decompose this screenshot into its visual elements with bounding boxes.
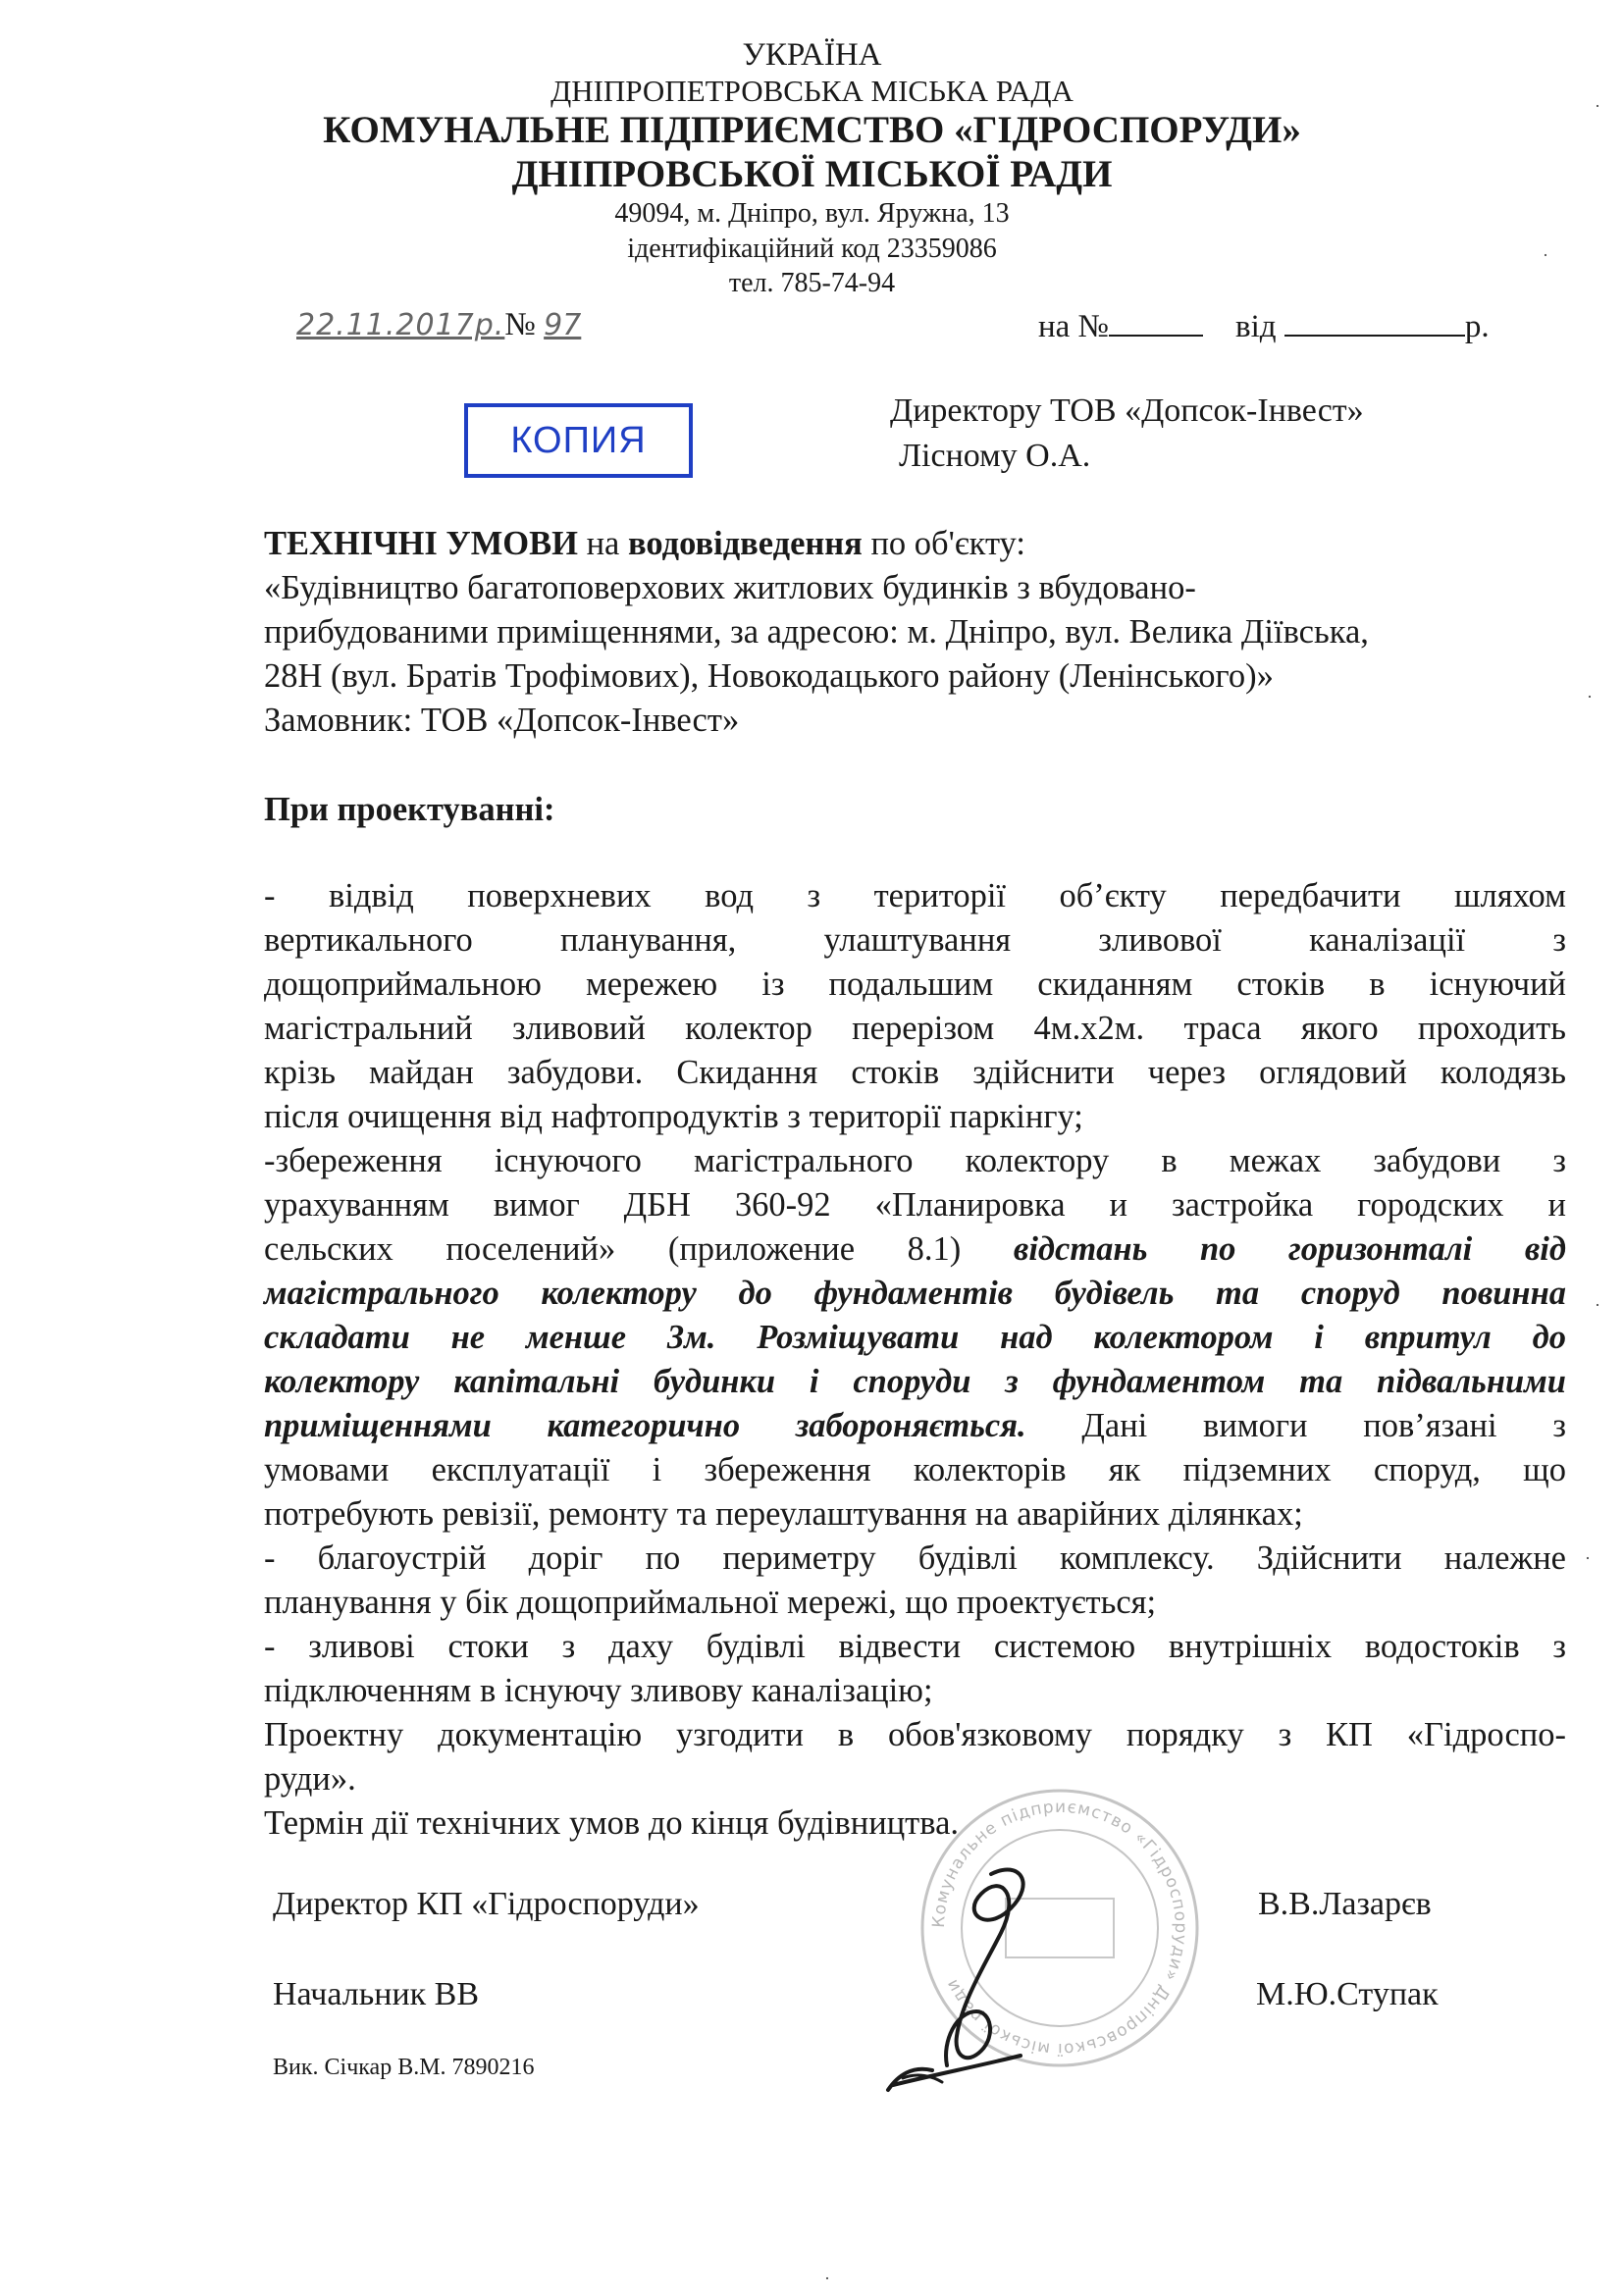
year-suffix: р.: [1464, 309, 1490, 344]
document-title-block: [264, 522, 1566, 743]
addressee-line1: Директору ТОВ «Допсок-Інвест»: [890, 392, 1364, 429]
title-object-label: по об'єкту:: [862, 525, 1025, 562]
body-line: -збереження існуючого магістрального колектору в межах забудови з: [264, 1142, 1566, 1179]
scan-mark: ·: [1585, 1548, 1591, 1568]
header-org-name-line1: КОМУНАЛЬНЕ ПІДПРИЄМСТВО «ГІДРОСПОРУДИ»: [323, 109, 1301, 151]
head-name: М.Ю.Ступак: [1256, 1976, 1439, 2012]
outgoing-number: 97: [544, 308, 582, 342]
body-line: потребують ревізії, ремонту та переулаштування на аварійних ділянках;: [264, 1495, 1303, 1533]
from-label: від: [1235, 309, 1277, 344]
body-line-emphasis: відстань по горизонталі від: [1013, 1230, 1567, 1268]
body-line: - благоустрій доріг по периметру будівлі комплексу. Здійснити належне: [264, 1539, 1566, 1577]
executor-line: Вик. Січкар В.М. 7890216: [273, 2055, 535, 2080]
body-line: - зливові стоки з даху будівлі відвести системою внутрішніх водостоків з: [264, 1628, 1566, 1665]
scan-mark: ·: [1543, 245, 1548, 265]
outgoing-reference: [296, 307, 581, 343]
header-country: УКРАЇНА: [742, 37, 882, 73]
body-line: урахуванням вимог ДБН 360-92 «Планировка и застройка городских и: [264, 1186, 1566, 1224]
scan-mark: ·: [1595, 1295, 1600, 1315]
signature-image: [873, 1854, 1089, 2100]
section-heading: При проектуванні:: [264, 791, 555, 828]
header-phone: тел. 785-74-94: [728, 268, 896, 298]
reply-number-blank: [1109, 307, 1203, 337]
body-line: вертикального планування, улаштування зливової каналізації з: [264, 921, 1566, 959]
header-address: 49094, м. Дніпро, вул. Яружна, 13: [614, 198, 1010, 229]
title-bold-conditions: ТЕХНІЧНІ УМОВИ: [264, 525, 578, 562]
scan-mark: ·: [824, 2269, 830, 2288]
body-line: магістральний зливовий колектор перерізом 4м.х2м. траса якого проходить: [264, 1010, 1566, 1047]
scan-mark: ·: [1595, 96, 1600, 116]
header-city-council: ДНІПРОПЕТРОВСЬКА МІСЬКА РАДА: [550, 74, 1074, 108]
seal-ring-text: Комунальне підприємство «Гідроспоруди» Дніпровської міської ради: [928, 1797, 1191, 2060]
outgoing-date: 22.11.2017р.: [296, 308, 505, 342]
customer-line: Замовник: ТОВ «Допсок-Інвест»: [264, 702, 740, 739]
title-bold-drainage: водовідведення: [628, 525, 863, 562]
body-line-emphasis: складати не менше 3м. Розміщувати над колектором і впритул до: [264, 1319, 1566, 1356]
director-title: Директор КП «Гідроспоруди»: [273, 1886, 700, 1922]
copy-stamp: [464, 403, 693, 478]
title-line4: 28Н (вул. Братів Трофімових), Новокодацького району (Ленінського)»: [264, 657, 1274, 695]
body-line: [264, 1404, 1566, 1448]
header-org-name-line2: ДНІПРОВСЬКОЇ МІСЬКОЇ РАДИ: [511, 153, 1113, 195]
copy-stamp-text: КОПИЯ: [510, 419, 647, 461]
scan-mark: ·: [1587, 687, 1593, 706]
reply-to-label: на №: [1038, 309, 1110, 344]
title-line1: [264, 522, 1566, 566]
body-line: - відвід поверхневих вод з території об’єкту передбачити шляхом: [264, 877, 1566, 914]
director-name: В.В.Лазарєв: [1258, 1886, 1432, 1922]
title-line3: прибудованими приміщеннями, за адресою: м. Дніпро, вул. Велика Діївська,: [264, 613, 1369, 651]
body-line-plain: сельских поселений» (приложение 8.1): [264, 1230, 1014, 1268]
header-id-code: ідентифікаційний код 23359086: [627, 234, 997, 264]
head-title: Начальник ВВ: [273, 1976, 480, 2012]
body-line-plain: Дані вимоги пов’язані з: [1025, 1407, 1566, 1444]
body-line: Термін дії технічних умов до кінця будівництва.: [264, 1804, 960, 1842]
body-line: руди».: [264, 1760, 356, 1798]
reply-date-blank: [1284, 307, 1465, 337]
body-line: дощоприймальною мережею із подальшим скиданням стоків в існуючий: [264, 965, 1566, 1003]
title-connector: на: [577, 525, 628, 562]
title-line2: «Будівництво багатоповерхових житлових будинків з вбудовано-: [264, 569, 1196, 606]
body-line: підключенням в існуючу зливову каналізацію;: [264, 1672, 933, 1709]
body-line: крізь майдан забудови. Скидання стоків здійснити через оглядовий колодязь: [264, 1054, 1566, 1091]
body-line: після очищення від нафтопродуктів з території паркінгу;: [264, 1098, 1083, 1135]
body-line: умовами експлуатації і збереження колекторів як підземних споруд, що: [264, 1451, 1566, 1488]
conditions-body: [264, 874, 1566, 1846]
body-line: планування у бік дощоприймальної мережі, що проектується;: [264, 1584, 1157, 1621]
body-line-emphasis: колектору капітальні будинки і споруди з фундаментом та підвальними: [264, 1363, 1566, 1400]
body-line-emphasis: приміщеннями категорично забороняється.: [264, 1407, 1026, 1444]
incoming-reference: [1038, 307, 1490, 345]
body-line-emphasis: магістрального колектору до фундаментів будівель та споруд повинна: [264, 1275, 1566, 1312]
number-label: №: [504, 307, 536, 342]
addressee-line2: Лісному О.А.: [899, 438, 1091, 474]
body-line: Проектну документацію узгодити в обов'язковому порядку з КП «Гідроспо-: [264, 1716, 1566, 1753]
body-line: [264, 1227, 1566, 1272]
